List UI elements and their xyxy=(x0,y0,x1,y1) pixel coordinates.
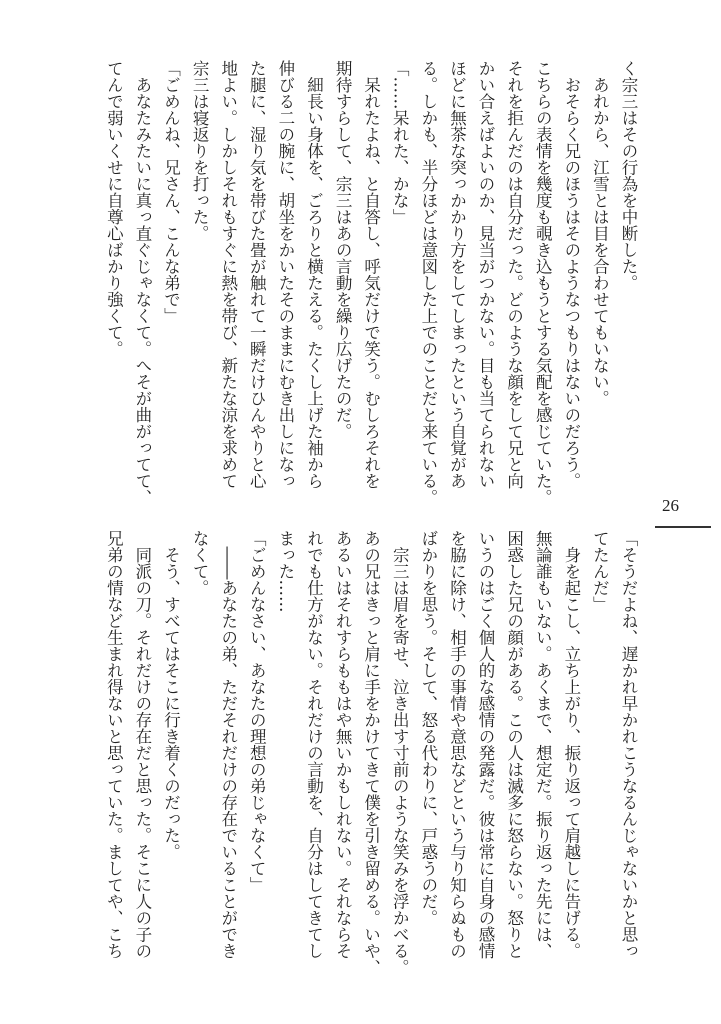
text-line: 「ごめんね、兄さん、こんな弟で」 xyxy=(161,60,181,324)
text-line: ――あなたの弟、ただそれだけの存在でいることができ xyxy=(218,530,238,959)
text-line: 無論誰もいない。あくまで、想定だ。振り返った先には、 xyxy=(533,530,553,959)
text-line: あれから、江雪とは目を合わせてもいない。 xyxy=(590,60,610,407)
text-block-bottom xyxy=(97,530,642,985)
text-line: 細長い身体を、ごろりと横たえる。たくし上げた袖から xyxy=(304,60,324,489)
text-line: てたんだ」 xyxy=(590,530,610,613)
text-line: 同派の刀。それだけの存在だと思った。そこに人の子の xyxy=(132,530,152,959)
text-line: かい合えばよいのか、見当がつかない。目も当てられない xyxy=(476,60,496,489)
page-number: 26 xyxy=(662,496,679,515)
text-line: まった…… xyxy=(275,530,295,613)
text-line: あなたみたいに真っ直ぐじゃなくて。へそが曲がってて、 xyxy=(132,60,152,506)
text-line: おそらく兄のほうはそのようなつもりはないのだろう。 xyxy=(561,60,581,489)
text-line: 地よい。しかしそれもすぐに熱を帯び、新たな涼を求めて xyxy=(218,60,238,489)
text-line: それを拒んだのは自分だった。どのような顔をして兄と向 xyxy=(504,60,524,489)
text-line: 伸びる二の腕に、胡坐をかいたそのままにむき出しになっ xyxy=(275,60,295,489)
text-line: 「ごめんなさい、あなたの理想の弟じゃなくて」 xyxy=(247,530,267,893)
page-number-rule xyxy=(655,526,711,528)
text-line: あるいはそれすらももはや無いかもしれない。それならそ xyxy=(333,530,353,959)
text-line: を脇に除け、相手の事情や意思などという与り知らぬもの xyxy=(447,530,467,959)
text-line: 兄弟の情など生まれ得ないと思っていた。ましてや、こち xyxy=(104,530,124,959)
text-line: く宗三はその行為を中断した。 xyxy=(619,60,638,291)
text-line: そう、すべてはそこに行き着くのだった。 xyxy=(161,530,181,860)
text-line: る。しかも、半分ほどは意図した上でのことだと来ている。 xyxy=(418,60,438,506)
text-line: 「……呆れた、かな」 xyxy=(390,60,410,225)
text-line: 呆れたよね、と自答し、呼気だけで笑う。むしろそれを xyxy=(361,60,381,489)
text-line: れでも仕方がない。それだけの言動を、自分はしてきてし xyxy=(304,530,324,959)
text-line: こちらの表情を幾度も覗き込もうとする気配を感じていた。 xyxy=(533,60,553,506)
text-line: いうのはごく個人的な感情の発露だ。彼は常に自身の感情 xyxy=(476,530,496,959)
text-line: なくて。 xyxy=(190,530,210,596)
text-line: あの兄はきっと肩に手をかけてきて僕を引き留める。いや、 xyxy=(361,530,381,976)
text-line: 困惑した兄の顔がある。この人は滅多に怒らない。怒りと xyxy=(504,530,524,959)
text-block-top xyxy=(97,60,642,515)
text-line: た腿に、湿り気を帯びた畳が触れて一瞬だけひんやりと心 xyxy=(247,60,267,489)
text-line: ばかりを思う。そして、怒る代わりに、戸惑うのだ。 xyxy=(418,530,438,926)
text-line: てんで弱いくせに自尊心ばかり強くて。 xyxy=(104,60,124,357)
text-line: 宗三は眉を寄せ、泣き出す寸前のような笑みを浮かべる。 xyxy=(390,530,410,976)
text-line: 期待すらして、宗三はあの言動を繰り広げたのだ。 xyxy=(333,60,353,440)
text-line: ほどに無茶な突っかかり方をしてしまったという自覚があ xyxy=(447,60,467,489)
text-line: 身を起こし、立ち上がり、振り返って肩越しに告げる。 xyxy=(561,530,581,959)
text-line: 宗三は寝返りを打った。 xyxy=(190,60,210,242)
text-line: 「そうだよね、遅かれ早かれこうなるんじゃないかと思っ xyxy=(619,530,638,959)
